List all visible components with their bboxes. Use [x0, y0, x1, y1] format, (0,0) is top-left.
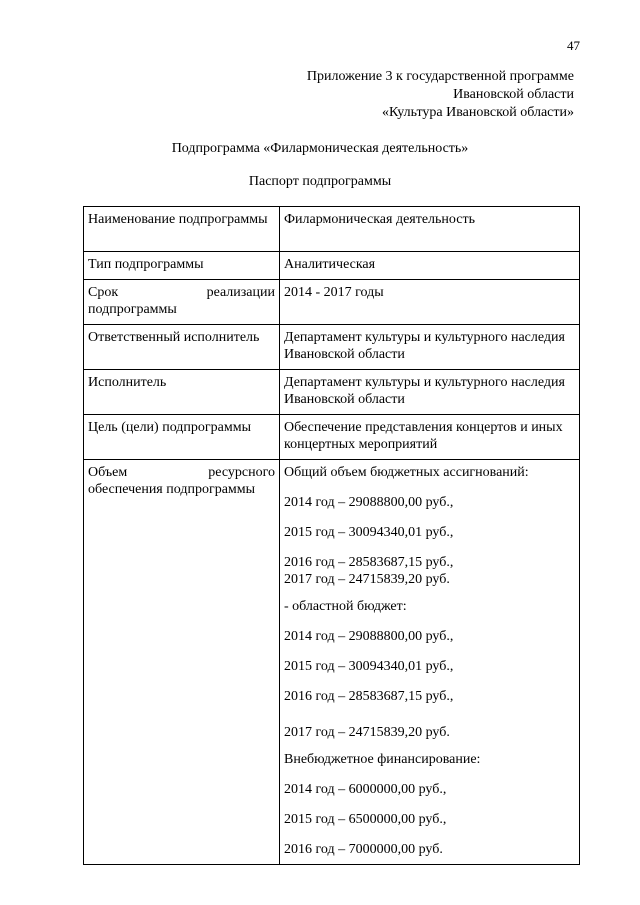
row-label: Наименование подпрограммы: [84, 207, 280, 252]
table-row: [84, 207, 580, 252]
row-label: Цель (цели) подпрограммы: [84, 415, 280, 460]
row-value: Департамент культуры и культурного наследия Ивановской области: [280, 325, 580, 370]
passport-title: Паспорт подпрограммы: [248, 174, 392, 189]
appendix-header: [230, 68, 574, 122]
funding-line: 2016 год – 28583687,15 руб.,: [284, 555, 454, 570]
funding-line: 2015 год – 30094340,01 руб.,: [284, 525, 454, 540]
row-label-line-1: Срок реализации: [88, 285, 275, 300]
funding-line: 2017 год – 24715839,20 руб.: [284, 725, 450, 740]
funding-line: 2014 год – 6000000,00 руб.,: [284, 782, 447, 797]
funding-line: 2014 год – 29088800,00 руб.,: [284, 629, 454, 644]
table-row: [84, 370, 580, 415]
appendix-line-3: «Культура Ивановской области»: [381, 105, 574, 120]
row-label: Тип подпрограммы: [84, 252, 280, 280]
funding-line: 2017 год – 24715839,20 руб.: [284, 572, 450, 587]
funding-line: 2016 год – 28583687,15 руб.,: [284, 689, 454, 704]
funding-regional-heading: - областной бюджет:: [284, 599, 407, 614]
funding-cell: [280, 460, 580, 865]
row-label-line-2: подпрограммы: [88, 302, 177, 317]
table-row: [84, 460, 580, 865]
table-row: [84, 252, 580, 280]
funding-total-heading: Общий объем бюджетных ассигнований:: [284, 465, 529, 480]
funding-line: 2015 год – 30094340,01 руб.,: [284, 659, 454, 674]
row-label: [84, 280, 280, 325]
table-row: [84, 325, 580, 370]
row-value: Департамент культуры и культурного наследия Ивановской области: [280, 370, 580, 415]
passport-table: [83, 206, 580, 865]
appendix-line-1: Приложение 3 к государственной программе: [306, 69, 574, 84]
funding-extra-heading: Внебюджетное финансирование:: [284, 752, 481, 767]
funding-line: 2016 год – 7000000,00 руб.: [284, 842, 443, 857]
appendix-line-2: Ивановской области: [453, 87, 574, 102]
row-value: Обеспечение представления концертов и иных концертных мероприятий: [280, 415, 580, 460]
funding-line: 2015 год – 6500000,00 руб.,: [284, 812, 447, 827]
funding-line: 2014 год – 29088800,00 руб.,: [284, 495, 454, 510]
row-value: 2014 - 2017 годы: [280, 280, 580, 325]
subprogram-title: Подпрограмма «Филармоническая деятельность»: [171, 141, 469, 156]
table-row: [84, 280, 580, 325]
row-value: Аналитическая: [280, 252, 580, 280]
row-label: Исполнитель: [84, 370, 280, 415]
row-label: Ответственный исполнитель: [84, 325, 280, 370]
row-label-line-2: обеспечения подпрограммы: [88, 482, 256, 497]
page-number: 47: [567, 38, 580, 53]
row-value: Филармоническая деятельность: [280, 207, 580, 252]
table-row: [84, 415, 580, 460]
row-label-line-1: Объем ресурсного: [88, 465, 275, 480]
row-label: [84, 460, 280, 865]
